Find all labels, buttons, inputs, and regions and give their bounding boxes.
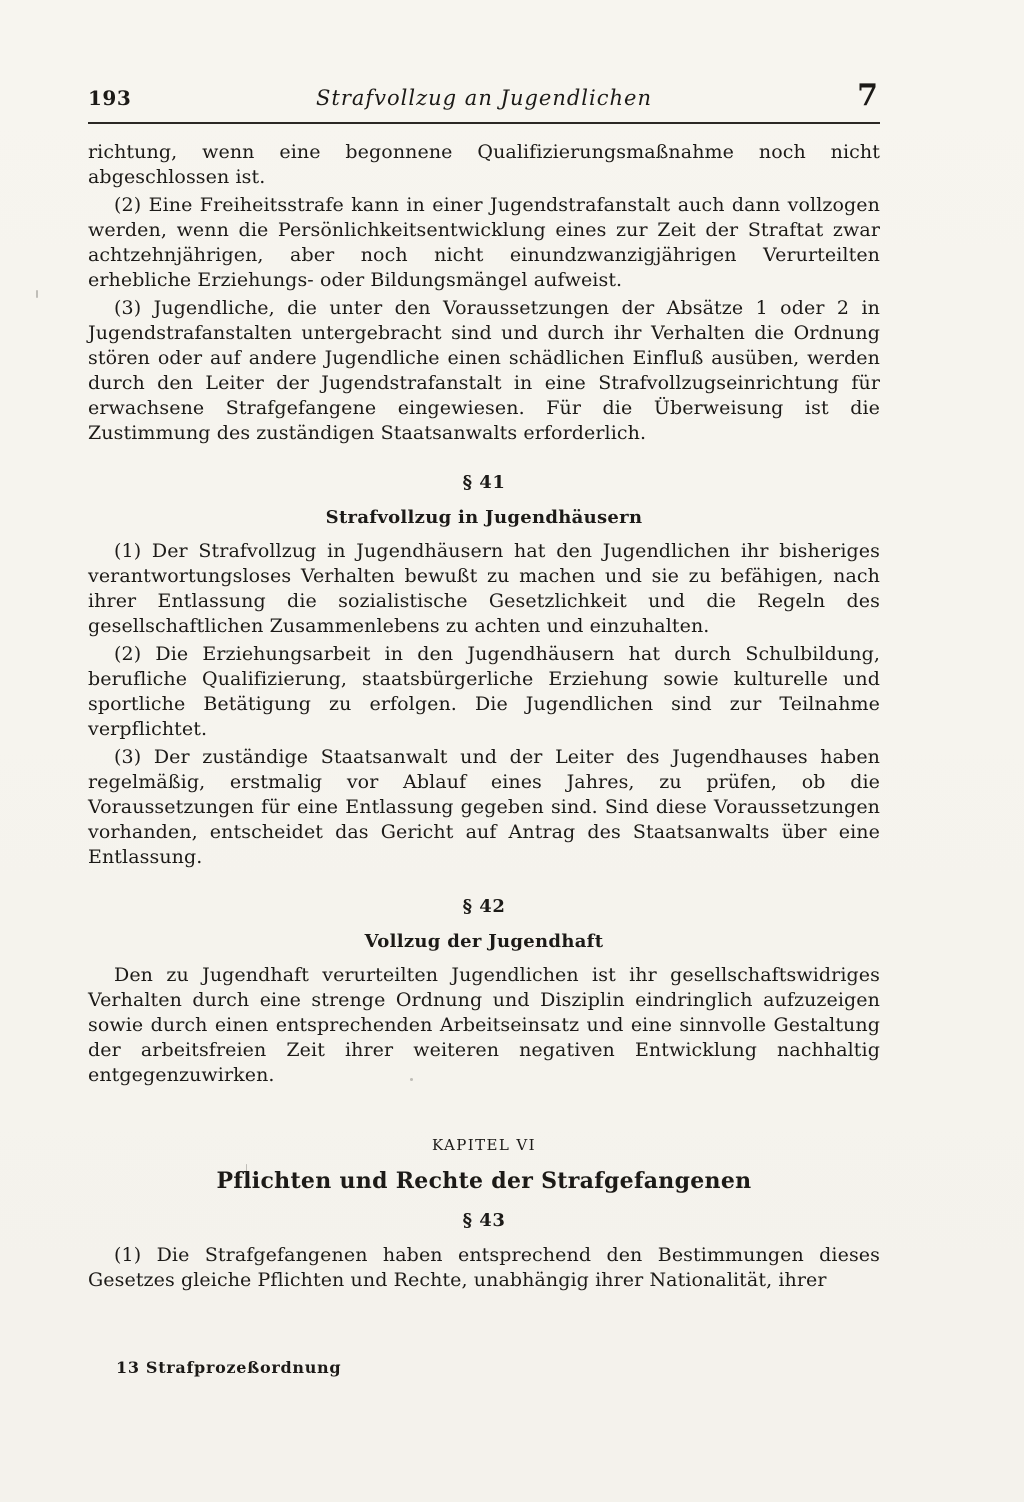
section-41-number: § 41 <box>462 472 506 493</box>
chapter-title: Pflichten und Rechte der Strafgefangenen <box>216 1168 752 1194</box>
page-number: 193 <box>88 86 132 110</box>
paragraph-3: (3) Jugendliche, die unter den Voraussetzungen der Absätze 1 oder 2 in Jugendstrafanstalten untergebracht sind und durch ihr Verhalten die Ordnung stören oder auf andere Jugendliche einen schädlichen Einfluß ausüben, werden durch den Leiter der Jugendstrafanstalt in eine Strafvollzugseinrichtung für erwachsene Strafgefangene eingewiesen. Für die Überweisung ist die Zustimmung des zuständigen Staatsanwalts erforderlich. <box>88 297 880 444</box>
running-title: Strafvollzug an Jugendlichen <box>316 86 652 110</box>
document-body <box>88 140 880 1293</box>
section-42-number: § 42 <box>462 896 506 917</box>
continued-paragraph: richtung, wenn eine begonnene Qualifizierungsmaßnahme noch nicht abgeschlossen ist. <box>88 141 880 188</box>
print-speck <box>36 290 38 298</box>
section-42-paragraph: Den zu Jugendhaft verurteilten Jugendlichen ist ihr gesellschaftswidriges Verhalten durch eine strenge Ordnung und Disziplin eindringlich aufzuzeigen sowie durch einen entsprechenden Arbeitseinsatz und eine sinnvolle Gestaltung der arbeitsfreien Zeit ihrer weiteren negativen Entwicklung nachhaltig entgegenzuwirken. <box>88 964 880 1086</box>
printer-signature: 13 Strafprozeßordnung <box>116 1358 342 1377</box>
chapter-number: 7 <box>857 78 878 113</box>
chapter-label: KAPITEL VI <box>432 1136 536 1154</box>
section-42-title: Vollzug der Jugendhaft <box>364 931 604 952</box>
section-43-paragraph-1: (1) Die Strafgefangenen haben entsprechend den Bestimmungen dieses Gesetzes gleiche Pflichten und Rechte, unabhängig ihrer Nationalität, ihrer <box>88 1244 880 1291</box>
section-41-title: Strafvollzug in Jugendhäusern <box>325 507 643 528</box>
section-43-number: § 43 <box>462 1210 506 1231</box>
section-41-paragraph-2: (2) Die Erziehungsarbeit in den Jugendhäusern hat durch Schulbildung, berufliche Qualifizierung, staatsbürgerliche Erziehung sowie kulturelle und sportliche Betätigung zu erfolgen. Die Jugendlichen sind zur Teilnahme verpflichtet. <box>88 643 880 740</box>
paragraph-2: (2) Eine Freiheitsstrafe kann in einer Jugendstrafanstalt auch dann vollzogen werden, wenn die Persönlichkeitsentwicklung eines zur Zeit der Straftat zwar achtzehnjährigen, aber noch nicht einundzwanzigjährigen Verurteilten erhebliche Erziehungs- oder Bildungsmängel aufweist. <box>88 194 880 291</box>
section-41-paragraph-1: (1) Der Strafvollzug in Jugendhäusern hat den Jugendlichen ihr bisheriges verantwortungsloses Verhalten bewußt zu machen und sie zu befähigen, nach ihrer Entlassung die sozialistische Gesetzlichkeit und die Regeln des gesellschaftlichen Zusammenlebens zu achten und einzuhalten. <box>88 540 880 637</box>
running-head <box>88 78 880 124</box>
page-content <box>88 78 880 1296</box>
section-41-paragraph-3: (3) Der zuständige Staatsanwalt und der Leiter des Jugendhauses haben regelmäßig, erstmalig vor Ablauf eines Jahres, zu prüfen, ob die Voraussetzungen für eine Entlassung gegeben sind. Sind diese Voraussetzungen vorhanden, entscheidet das Gericht auf Antrag des Staatsanwalts über eine Entlassung. <box>88 746 880 868</box>
